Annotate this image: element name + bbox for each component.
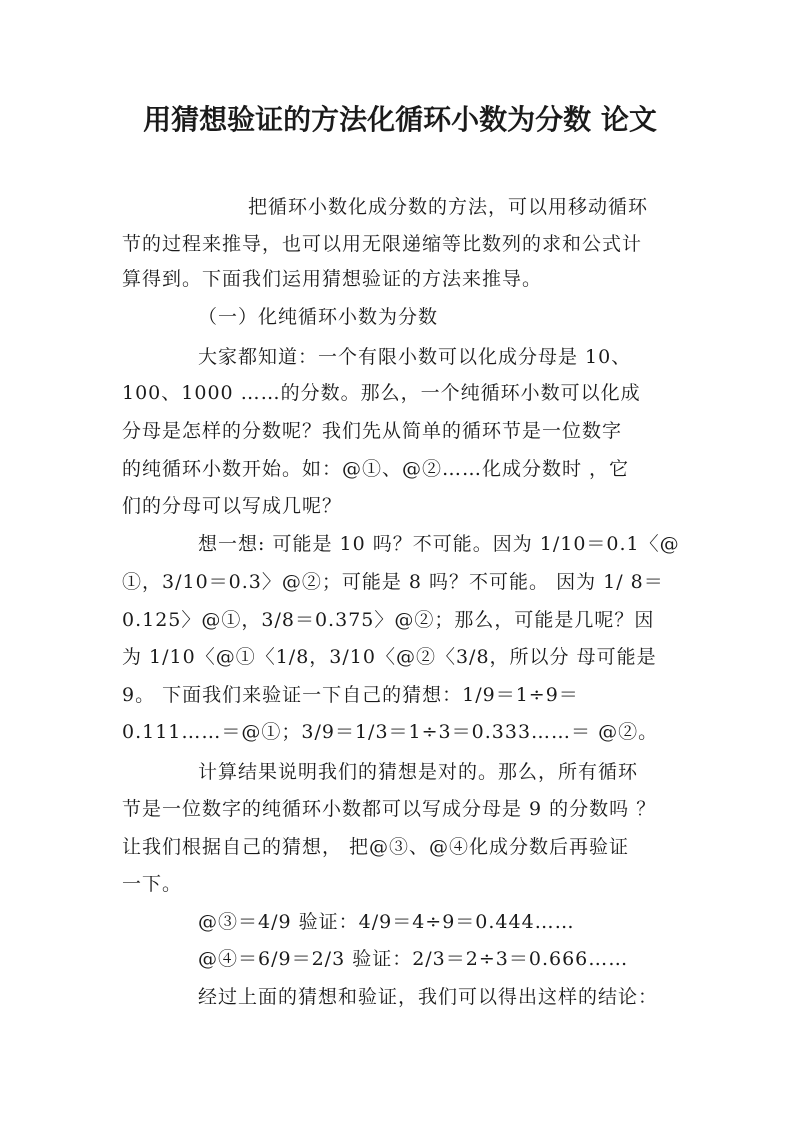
paragraph-line: 经过上面的猜想和验证，我们可以得出这样的结论：	[198, 986, 659, 1008]
paragraph-line: 0.111……＝@①；3/9＝1/3＝1÷3＝0.333……＝ @②。	[122, 721, 659, 743]
paragraph-line: 的纯循环小数开始。如：@①、@②……化成分数时 ，它	[122, 458, 630, 480]
paragraph-line: 0.125〉@①，3/8＝0.375〉@②；那么，可能是几呢？因	[122, 609, 655, 631]
paragraph-line: ①，3/10＝0.3〉@②；可能是 8 吗？不可能。 因为 1/ 8＝	[122, 571, 664, 593]
paragraph-line: 把循环小数化成分数的方法，可以用移动循环	[248, 196, 649, 218]
paragraph-line: 为 1/10〈@①〈1/8，3/10〈@②〈3/8，所以分 母可能是	[122, 646, 657, 668]
paragraph-line: 9。 下面我们来验证一下自己的猜想：1/9＝1÷9＝	[122, 684, 579, 706]
equation-line: @④＝6/9＝2/3 验证：2/3＝2÷3＝0.666……	[198, 948, 629, 970]
paragraph-line: 想一想: 可能是 10 吗？不可能。因为 1/10＝0.1〈@	[198, 533, 680, 555]
paragraph-line: 大家都知道：一个有限小数可以化成分母是 10、	[198, 346, 632, 368]
document-title: 用猜想验证的方法化循环小数为分数 论文	[143, 103, 657, 136]
paragraph-line: 算得到。下面我们运用猜想验证的方法来推导。	[122, 268, 543, 290]
equation-line: @③＝4/9 验证：4/9＝4÷9＝0.444……	[198, 911, 575, 933]
paragraph-line: 节的过程来推导，也可以用无限递缩等比数列的求和公式计	[122, 233, 643, 255]
section-heading: （一）化纯循环小数为分数	[198, 306, 439, 328]
paragraph-line: 100、1000 ……的分数。那么，一个纯循环小数可以化成	[122, 382, 641, 404]
paragraph-line: 一下。	[122, 873, 183, 895]
paragraph-line: 节是一位数字的纯循环小数都可以写成分母是 9 的分数吗 ？	[122, 798, 657, 820]
paragraph-line: 让我们根据自己的猜想， 把@③、@④化成分数后再验证	[122, 836, 630, 858]
paragraph-line: 计算结果说明我们的猜想是对的。那么，所有循环	[198, 761, 639, 783]
paragraph-line: 分母是怎样的分数呢？我们先从简单的循环节是一位数字	[122, 420, 623, 442]
paragraph-line: 们的分母可以写成几呢？	[122, 495, 343, 517]
